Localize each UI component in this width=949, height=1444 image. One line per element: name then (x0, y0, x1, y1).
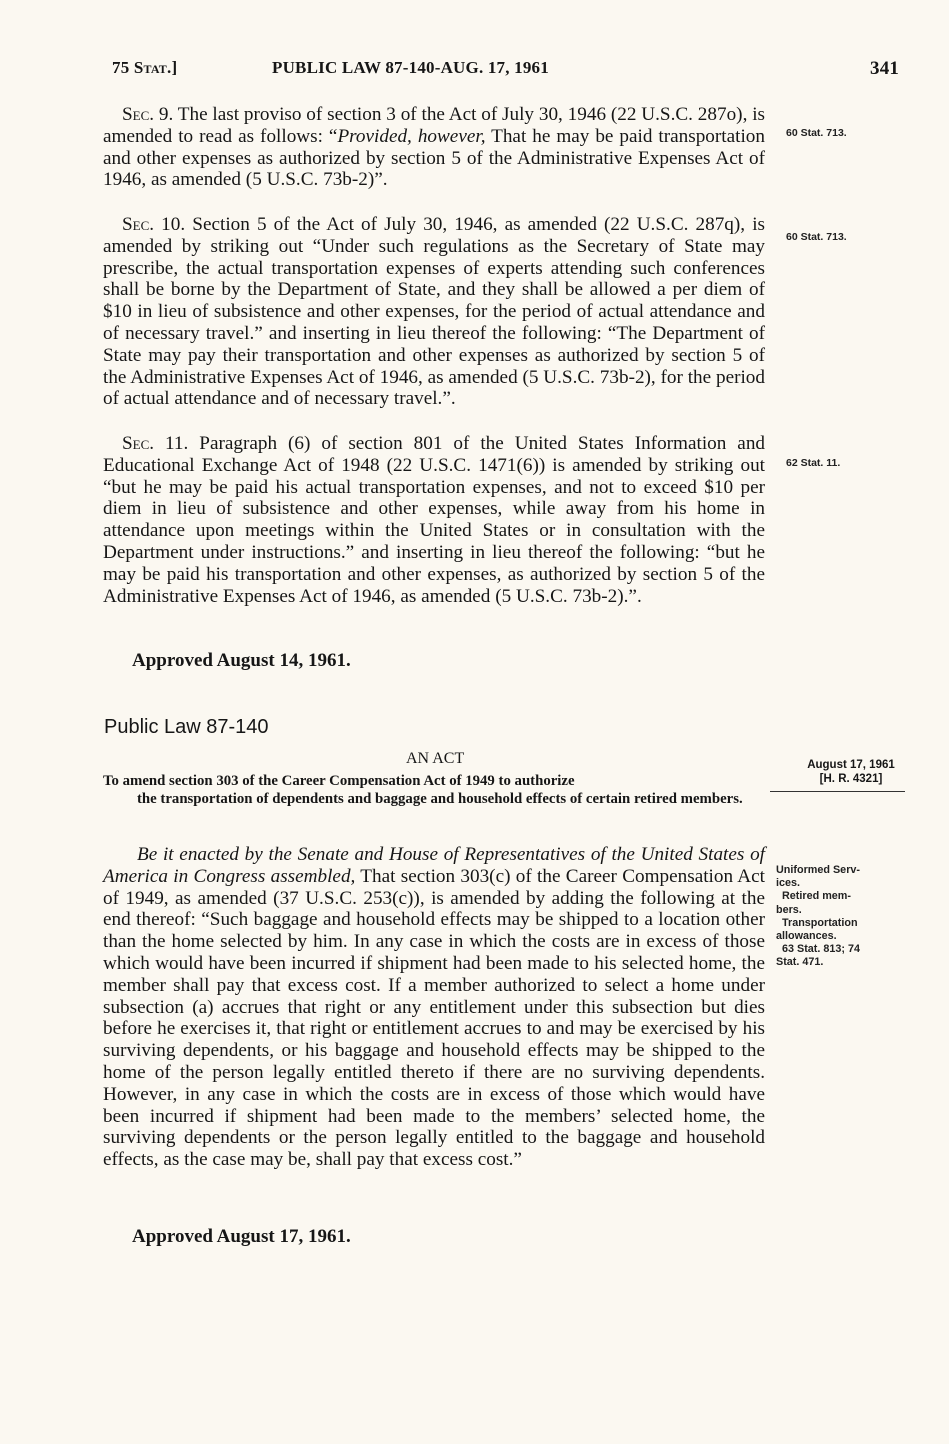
section-text-rest: That he may be paid transportation and other expenses as authorized by section 5 of the Administrative Expenses Act of 1946, as amended (5 U.S.C. 73b-2)”. (103, 125, 765, 191)
approval-date: Approved August 17, 1961. (132, 1226, 351, 1247)
side-note: Uniformed Serv- (776, 864, 860, 876)
side-notes (776, 864, 914, 970)
section-9 (103, 104, 765, 191)
section-label: Sec. 10. (122, 214, 186, 235)
running-head-title: PUBLIC LAW 87-140-AUG. 17, 1961 (272, 58, 549, 77)
side-note: Transportation (782, 916, 858, 929)
enactment-text: That section 303(c) of the Career Compensation Act of 1949, as amended (37 U.S.C. 253(c)), is amended by adding the following at the end thereof: “Such baggage and household effects may be shipped to a location other than the home selected by him. In any case in which the costs are in excess of those which would have been incurred if shipment had been made to his selected home, the member shall pay that excess cost. If a member authorized to select a home under subsection (a) accrues that right or any entitlement under this subsection but dies before he exercises it, that right or entitlement accrues to and may be exercised by his surviving dependents, or his baggage and household effects may be shipped to the home of the person legally entitled thereto if there are no surviving dependents. However, in any case in which the costs are in excess of those which would have been incurred if shipment had been made to the members’ selected home, the surviving dependents or the person legally entitled to the baggage and household effects, as the case may be, shall pay that excess cost.” (103, 865, 765, 1171)
side-note: Retired mem- (782, 890, 851, 903)
side-note: Stat. 471. (776, 956, 824, 969)
approval-date: Approved August 14, 1961. (132, 650, 351, 671)
section-label: Sec. 11. (122, 433, 189, 454)
margin-citation: 62 Stat. 11. (786, 457, 841, 469)
enactment-date-block (796, 758, 906, 786)
side-note: ices. (776, 877, 801, 890)
side-note: bers. (776, 903, 802, 916)
margin-citation: 60 Stat. 713. (786, 127, 847, 139)
purpose-line-2: the transportation of dependents and baggage and household effects of certain retired members. (137, 791, 743, 807)
an-act-heading: AN ACT (406, 750, 465, 767)
section-text: Section 5 of the Act of July 30, 1946, as amended (22 U.S.C. 287q), is amended by striking out “Under such regulations as the Secretary of State may prescribe, the actual transportation expenses of experts attending such conferences shall be borne by the Department of State, and they shall be allowed a per diem of $10 in lieu of subsistence and other expenses, for the period of actual attendance and of necessary travel.” and inserting in lieu thereof the following: “The Department of State may pay their transportation and other expenses as authorized by section 5 of the Administrative Expenses Act of 1946, as amended (5 U.S.C. 73b-2), for the period of actual attendance and of necessary travel.”. (103, 214, 765, 410)
bracket: ] (171, 58, 178, 77)
enactment-clause (103, 844, 765, 1171)
section-italic: Provided, however, (337, 125, 486, 147)
section-10 (103, 214, 765, 410)
enactment-date: August 17, 1961 (807, 759, 895, 771)
margin-citation: 60 Stat. 713. (786, 231, 847, 243)
bill-number: [H. R. 4321] (819, 773, 883, 785)
volume-label: Stat. (133, 58, 172, 77)
page-number: 341 (870, 58, 900, 79)
divider (770, 791, 905, 792)
section-label: Sec. 9. (122, 104, 174, 125)
running-head-citation (112, 58, 177, 78)
side-note: allowances. (776, 930, 837, 943)
act-purpose (103, 772, 765, 808)
side-note: 63 Stat. 813; 74 (782, 943, 861, 956)
public-law-title: Public Law 87-140 (104, 716, 269, 738)
section-11 (103, 433, 765, 607)
volume-number: 75 (112, 58, 130, 77)
section-text: Paragraph (6) of section 801 of the United States Information and Educational Exchange Act of 1948 (22 U.S.C. 1471(6)) is amended by striking out “but he may be paid his actual transportation expenses, and not to exceed $10 per diem in lieu of subsistence and other expenses, while away from his home in attendance upon meetings within the United States or in consultation with the Department under instructions.” and inserting in lieu thereof the following: “but he may be paid his transportation and other expenses, as authorized by section 5 of the Administrative Expenses Act of 1946, as amended (5 U.S.C. 73b-2).”. (103, 433, 766, 607)
section-text: The last proviso of section 3 of the Act of July 30, 1946 (22 U.S.C. 287o), is amended to read as follows: “ (103, 104, 765, 147)
enacting-formula: Be it enacted by the Senate and House of Representatives of the United States of America in Congress assembled, (103, 844, 765, 887)
purpose-line-1: To amend section 303 of the Career Compensation Act of 1949 to authorize (103, 773, 575, 789)
